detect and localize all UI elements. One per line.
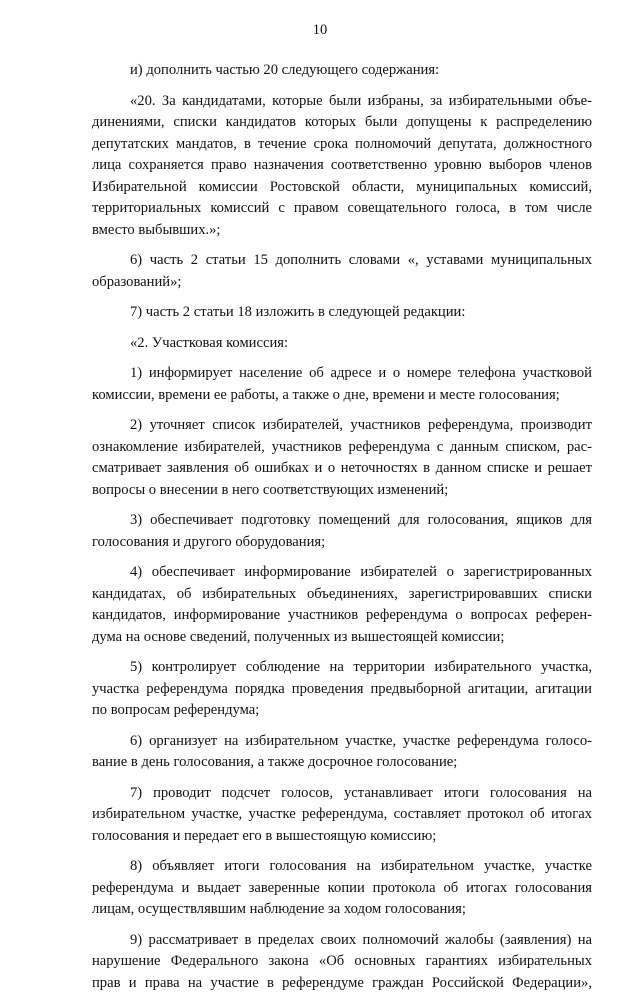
text-line: кандидатах, об избирательных объединениях, зарегистрировавших списки bbox=[92, 585, 592, 602]
text-line: 2) уточняет список избирателей, участников референдума, производит bbox=[130, 417, 592, 433]
text-line: Избирательной комиссии Ростовской области, муниципальных комиссий, bbox=[92, 178, 592, 195]
text-line: лица сохраняется право назначения соответственно уровню выборов членов bbox=[92, 157, 592, 173]
text-line: депутатских мандатов, в течение срока полномочий депутата, должностного bbox=[92, 135, 592, 152]
paragraph bbox=[92, 415, 592, 501]
paragraph bbox=[92, 856, 592, 921]
text-line: 7) часть 2 статьи 18 изложить в следующей редакции: bbox=[130, 304, 466, 320]
text-line: динениями, списки кандидатов которых были допущены к распределению bbox=[92, 114, 592, 130]
text-line: 3) обеспечивает подготовку помещений для голосования, ящиков для bbox=[130, 512, 592, 528]
text-line: голосования и другого оборудования; bbox=[92, 533, 326, 550]
paragraph bbox=[92, 60, 592, 82]
text-line: вместо выбывших.»; bbox=[92, 221, 221, 238]
text-line: «2. Участковая комиссия: bbox=[130, 334, 289, 351]
text-line: 8) объявляет итоги голосования на избирательном участке, участке bbox=[130, 858, 592, 874]
document-body bbox=[92, 60, 592, 1003]
paragraph bbox=[92, 657, 592, 722]
text-line: 4) обеспечивает информирование избирателей о зарегистрированных bbox=[130, 564, 592, 580]
text-line: 6) организует на избирательном участке, участке референдума голосо- bbox=[130, 732, 592, 749]
text-line: 9) рассматривает в пределах своих полномочий жалобы (заявления) на bbox=[130, 931, 592, 948]
paragraph bbox=[92, 562, 592, 648]
text-line: 7) проводит подсчет голосов, устанавливает итоги голосования на bbox=[130, 784, 592, 801]
page-number: 10 bbox=[312, 22, 328, 38]
paragraph bbox=[92, 930, 592, 995]
paragraph bbox=[92, 302, 592, 324]
text-line: по вопросам референдума; bbox=[92, 702, 260, 718]
paragraph bbox=[92, 510, 592, 553]
text-line: вание в день голосования, а также досрочное голосование; bbox=[92, 754, 458, 770]
text-line: кандидатов, информирование участников референдума о вопросах референ- bbox=[92, 607, 592, 623]
text-line: образований»; bbox=[92, 273, 182, 290]
paragraph bbox=[92, 250, 592, 293]
paragraph bbox=[92, 731, 592, 774]
text-line: нарушение Федерального закона «Об основных гарантиях избирательных bbox=[92, 953, 592, 969]
text-line: комиссии, времени ее работы, а также о дне, времени и месте голосования; bbox=[92, 386, 560, 403]
text-line: территориальных комиссий с правом совещательного голоса, в том числе bbox=[92, 200, 592, 216]
paragraph bbox=[92, 333, 592, 355]
text-line: участка референдума порядка проведения предвыборной агитации, агитации bbox=[92, 680, 592, 697]
text-line: ознакомление избирателей, участников референдума с данным списком, рас- bbox=[92, 438, 592, 455]
text-line: дума на основе сведений, полученных из вышестоящей комиссии; bbox=[92, 628, 505, 645]
text-line: прав и права на участие в референдуме граждан Российской Федерации», bbox=[92, 974, 592, 991]
text-line: сматривает заявления об ошибках и о неточностях в данном списке и решает bbox=[92, 460, 592, 476]
text-line: вопросы о внесении в него соответствующих изменений; bbox=[92, 481, 449, 498]
paragraph bbox=[92, 91, 592, 242]
text-line: и) дополнить частью 20 следующего содержания: bbox=[130, 62, 440, 78]
text-line: 6) часть 2 статьи 15 дополнить словами «, уставами муниципальных bbox=[130, 252, 592, 268]
text-line: голосования и передает его в вышестоящую комиссию; bbox=[92, 827, 437, 844]
text-line: «20. За кандидатами, которые были избраны, за избирательными объе- bbox=[130, 92, 592, 109]
text-line: избирательном участке, участке референдума, составляет протокол об итогах bbox=[92, 806, 592, 822]
text-line: 1) информирует население об адресе и о номере телефона участковой bbox=[130, 365, 592, 381]
text-line: лицам, осуществлявшим наблюдение за ходом голосования; bbox=[92, 901, 466, 917]
paragraph bbox=[92, 363, 592, 406]
text-line: референдума и выдает заверенные копии протокола об итогах голосования bbox=[92, 879, 592, 896]
text-line: 5) контролирует соблюдение на территории избирательного участка, bbox=[130, 659, 592, 675]
paragraph bbox=[92, 783, 592, 848]
